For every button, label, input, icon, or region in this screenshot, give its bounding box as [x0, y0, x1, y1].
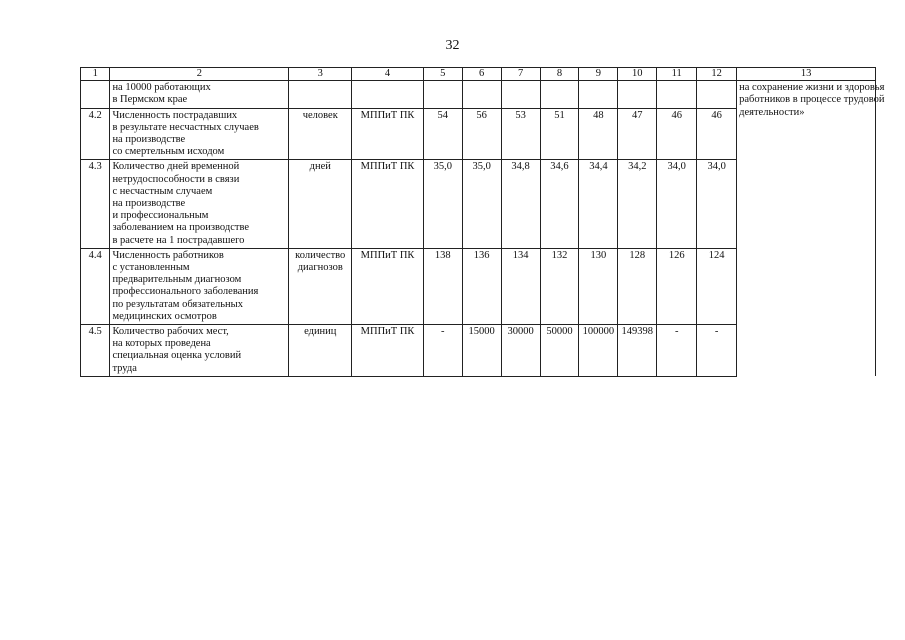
value-cell: 34,0: [697, 160, 737, 248]
value-cell: 46: [697, 108, 737, 160]
text-line: предварительным диагнозом: [112, 274, 242, 286]
row-number: 4.2: [81, 108, 110, 160]
value-cell: 136: [462, 248, 501, 324]
value-cell: -: [697, 325, 737, 377]
value-cell: 46: [657, 108, 697, 160]
value-cell: -: [657, 325, 697, 377]
row-number: [81, 81, 110, 108]
value-cell: [462, 81, 501, 108]
text-line: количество: [295, 249, 346, 261]
indicator-description: [110, 81, 289, 108]
value-cell: 48: [579, 108, 618, 160]
indicator-description: [110, 325, 289, 377]
column-header-8: 8: [540, 68, 579, 81]
value-cell: 149398: [618, 325, 657, 377]
table-row: [81, 81, 876, 108]
value-cell: [501, 81, 540, 108]
value-cell: [618, 81, 657, 108]
value-cell: 34,2: [618, 160, 657, 248]
value-cell: 54: [423, 108, 462, 160]
text-line: человек: [302, 109, 338, 121]
text-line: с несчастным случаем: [112, 185, 213, 197]
value-cell: 128: [618, 248, 657, 324]
value-cell: [423, 81, 462, 108]
value-cell: 34,8: [501, 160, 540, 248]
text-line: медицинских осмотров: [112, 310, 217, 322]
value-cell: -: [423, 325, 462, 377]
column-header-7: 7: [501, 68, 540, 81]
text-line: нетрудоспособности в связи: [112, 173, 240, 185]
indicator-description: [110, 248, 289, 324]
value-cell: 50000: [540, 325, 579, 377]
column-header-4: 4: [352, 68, 424, 81]
value-cell: [540, 81, 579, 108]
value-cell: 30000: [501, 325, 540, 377]
row-number: 4.4: [81, 248, 110, 324]
value-cell: 132: [540, 248, 579, 324]
value-cell: 47: [618, 108, 657, 160]
text-line: Количество дней временной: [112, 161, 240, 173]
text-line: единиц: [304, 326, 337, 338]
value-cell: 35,0: [423, 160, 462, 248]
column-header-12: 12: [697, 68, 737, 81]
text-line: в Пермском крае: [112, 94, 188, 106]
text-line: заболеванием на производстве: [112, 222, 250, 234]
value-cell: 34,4: [579, 160, 618, 248]
value-cell: 56: [462, 108, 501, 160]
text-line: деятельности»: [739, 106, 805, 118]
table-body: [81, 81, 885, 377]
value-cell: 34,0: [657, 160, 697, 248]
text-line: на 10000 работающих: [112, 82, 211, 94]
text-line: по результатам обязательных: [112, 298, 243, 310]
value-cell: 53: [501, 108, 540, 160]
text-line: специальная оценка условий: [112, 350, 242, 362]
data-source: МППиТ ПК: [352, 108, 424, 160]
value-cell: 51: [540, 108, 579, 160]
text-line: на производстве: [112, 134, 186, 146]
text-line: и профессиональным: [112, 210, 209, 222]
data-source: МППиТ ПК: [352, 248, 424, 324]
text-line: в результате несчастных случаев: [112, 121, 259, 133]
unit-of-measure: [289, 108, 352, 160]
indicator-description: [110, 160, 289, 248]
value-cell: 100000: [579, 325, 618, 377]
unit-of-measure: [289, 248, 352, 324]
text-line: Численность работников: [112, 249, 224, 261]
header-row: [81, 68, 876, 81]
page-number: 32: [445, 38, 460, 53]
column-header-2: 2: [110, 68, 289, 81]
column-header-1: 1: [81, 68, 110, 81]
column-header-10: 10: [618, 68, 657, 81]
value-cell: [579, 81, 618, 108]
value-cell: [697, 81, 737, 108]
data-source: МППиТ ПК: [352, 325, 424, 377]
value-cell: 15000: [462, 325, 501, 377]
row-number: 4.3: [81, 160, 110, 248]
text-line: с установленным: [112, 262, 190, 274]
unit-of-measure: [289, 325, 352, 377]
text-line: на которых проведена: [112, 338, 211, 350]
text-line: дней: [309, 161, 331, 173]
column-header-13: 13: [737, 68, 876, 81]
unit-of-measure: [289, 160, 352, 248]
unit-of-measure: [289, 81, 352, 108]
text-line: работников в процессе трудовой: [739, 94, 885, 106]
value-cell: 34,6: [540, 160, 579, 248]
text-line: труда: [112, 362, 137, 374]
text-line: на производстве: [112, 198, 186, 210]
column-header-11: 11: [657, 68, 697, 81]
indicators-table: [80, 67, 885, 377]
column-header-6: 6: [462, 68, 501, 81]
value-cell: 134: [501, 248, 540, 324]
data-source: [352, 81, 424, 108]
indicator-description: [110, 108, 289, 160]
value-cell: 126: [657, 248, 697, 324]
text-line: Количество рабочих мест,: [112, 326, 229, 338]
text-line: профессионального заболевания: [112, 286, 259, 298]
text-line: со смертельным исходом: [112, 146, 225, 158]
column-header-5: 5: [423, 68, 462, 81]
text-line: Численность пострадавших: [112, 109, 238, 121]
value-cell: [657, 81, 697, 108]
text-line: в расчете на 1 пострадавшего: [112, 234, 245, 246]
text-line: на сохранение жизни и здоровья: [739, 82, 885, 94]
column-header-9: 9: [579, 68, 618, 81]
text-line: диагнозов: [297, 262, 343, 274]
value-cell: 35,0: [462, 160, 501, 248]
value-cell: 124: [697, 248, 737, 324]
value-cell: 130: [579, 248, 618, 324]
column-13-text: [737, 81, 885, 377]
row-number: 4.5: [81, 325, 110, 377]
column-header-3: 3: [289, 68, 352, 81]
data-source: МППиТ ПК: [352, 160, 424, 248]
value-cell: 138: [423, 248, 462, 324]
